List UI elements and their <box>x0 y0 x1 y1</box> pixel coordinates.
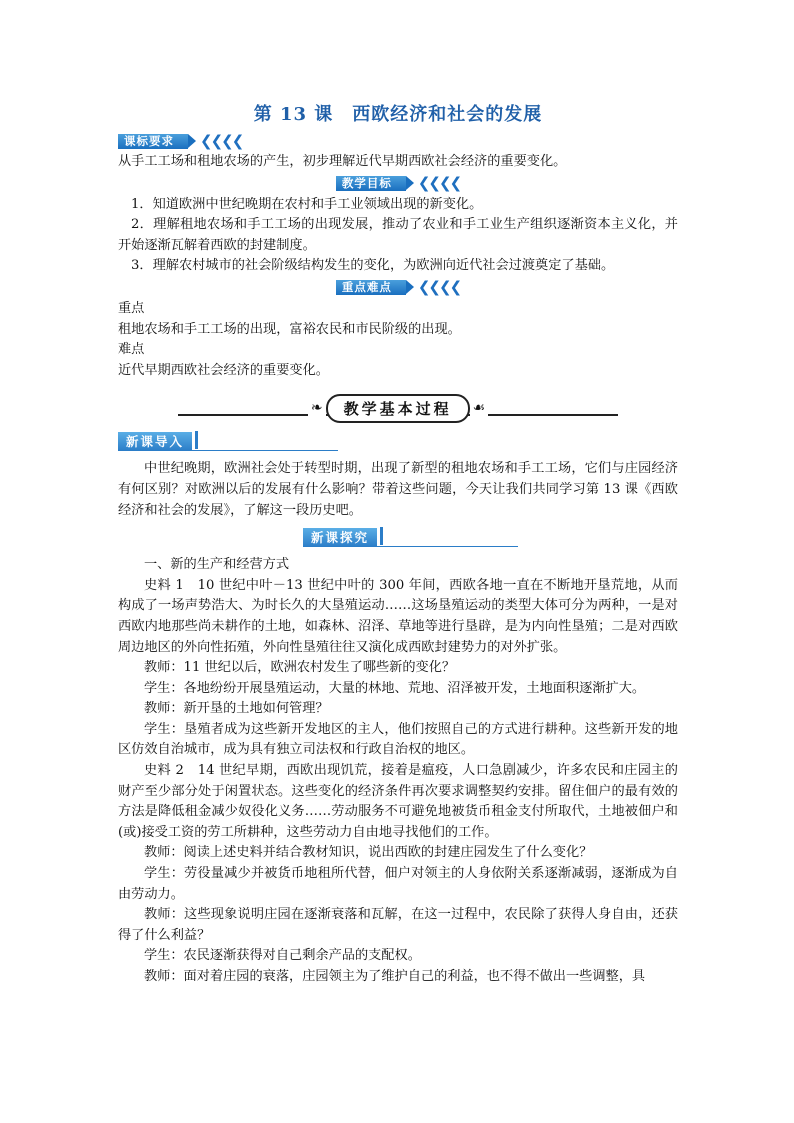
section-explore <box>303 527 678 547</box>
body-paragraph: 史料 1 10 世纪中叶－13 世纪中叶的 300 年间，西欧各地一直在不断地开垦荒地，从而构成了一场声势浩大、为时长久的大垦殖运动……这场垦殖运动的类型大体可分为两种，一是对西欧内地那些尚未耕作的土地，如森林、沼泽、草地等进行垦辟，是为内向性垦殖；二是对西欧周边地区的外向性拓殖，外向性垦殖往往又演化成西欧封建势力的对外扩张。 <box>118 577 678 655</box>
curriculum-text: 从手工工场和租地农场的产生，初步理解近代早期西欧社会经济的重要变化。 <box>118 154 567 169</box>
body-paragraph: 教师：这些现象说明庄园在逐渐衰落和瓦解，在这一过程中，农民除了获得人身自由，还获得了什么利益？ <box>118 907 678 943</box>
body-paragraph: 学生：垦殖者成为这些新开发地区的主人，他们按照自己的方式进行耕种。这些新开发的地区仿效自治城市，成为具有独立司法权和行政自治权的地区。 <box>118 721 678 758</box>
scroll-ornament-icon: ❧ <box>308 400 326 416</box>
goal-item: 3．理解农村城市的社会阶级结构发生的变化，为欧洲向近代社会过渡奠定了基础。 <box>131 258 615 274</box>
banner-keypoints <box>118 279 678 297</box>
intro-text: 中世纪晚期，欧洲社会处于转型时期，出现了新型的租地农场和手工工场，它们与庄园经济有何区别？对欧洲以后的发展有什么影响？带着这些问题，今天让我们共同学习第 13 课《西欧经济和社会的发展》，了解这一段历史吧。 <box>118 461 678 518</box>
body-paragraph: 学生：各地纷纷开展垦殖运动，大量的林地、荒地、沼泽被开发，土地面积逐渐扩大。 <box>144 680 646 696</box>
body-paragraph: 教师：新开垦的土地如何管理？ <box>144 701 329 717</box>
section-bar <box>380 527 383 545</box>
goal-item: 1．知道欧洲中世纪晚期在农村和手工业领域出现的新变化。 <box>131 196 483 212</box>
section-underline <box>118 450 338 451</box>
process-title: 教学基本过程 <box>326 394 470 423</box>
chevron-left-icon: ❮❮❮❮ <box>200 131 243 150</box>
body-paragraph: 学生：农民逐渐获得对自己剩余产品的支配权。 <box>144 948 421 964</box>
key-text: 租地农场和手工工场的出现，富裕农民和市民阶级的出现。 <box>118 321 461 337</box>
banner-goals <box>118 175 678 193</box>
key-label: 重点 <box>118 300 145 316</box>
body-paragraph: 学生：劳役量减少并被货币地租所代替，佃户对领主的人身依附关系逐渐减弱，逐渐成为自由劳动力。 <box>118 866 678 902</box>
lesson-title: 第 13 课 西欧经济和社会的发展 <box>253 104 543 125</box>
section-underline <box>303 546 518 547</box>
document-page <box>118 100 678 988</box>
body-paragraph: 教师：11 世纪以后，欧洲农村发生了哪些新的变化？ <box>144 660 456 676</box>
goal-item: 2．理解租地农场和手工工场的出现发展，推动了农业和手工业生产组织逐渐资本主义化，并开始逐渐瓦解着西欧的封建制度。 <box>118 217 678 253</box>
banner-curriculum <box>118 132 678 150</box>
body-paragraph: 一、新的生产和经营方式 <box>144 557 290 573</box>
banner-keypoints-label: 重点难点 <box>336 280 406 295</box>
chevron-left-icon: ❮❮❮❮ <box>417 278 461 297</box>
section-intro <box>118 431 678 451</box>
chevron-left-icon: ❮❮❮❮ <box>417 174 461 193</box>
difficulty-text: 近代早期西欧社会经济的重要变化。 <box>118 362 329 378</box>
banner-goals-label: 教学目标 <box>336 176 406 191</box>
section-explore-label: 新课探究 <box>303 528 377 547</box>
section-bar <box>195 431 198 449</box>
difficulty-label: 难点 <box>118 342 145 358</box>
process-divider <box>118 393 678 423</box>
body-paragraph: 教师：面对着庄园的衰落，庄园领主为了维护自己的利益，也不得不做出一些调整，具 <box>144 969 646 984</box>
banner-curriculum-label: 课标要求 <box>118 134 188 149</box>
body-paragraph: 史料 2 14 世纪早期，西欧出现饥荒，接着是瘟疫，人口急剧减少，许多农民和庄园主的财产至少部分处于闲置状态。这些变化的经济条件再次要求调整契约安排。留住佃户的最有效的方法是降低租金减少奴役化义务……劳动服务不可避免地被货币租金支付所取代，土地被佃户和(或)接受工资的劳工所耕种，这些劳动力自由地寻找他们的工作。 <box>118 763 678 840</box>
section-intro-label: 新课导入 <box>118 432 192 451</box>
body-paragraph: 教师：阅读上述史料并结合教材知识，说出西欧的封建庄园发生了什么变化？ <box>144 845 593 861</box>
scroll-ornament-icon: ☙ <box>470 400 489 416</box>
